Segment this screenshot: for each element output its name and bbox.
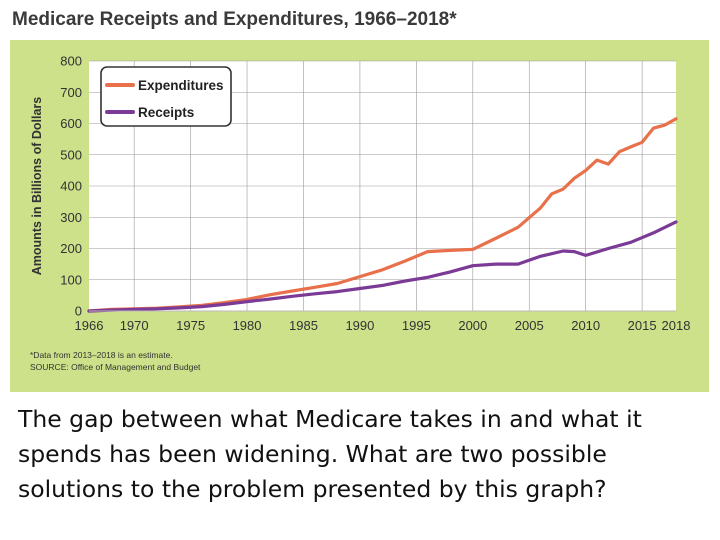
x-tick-labels <box>75 318 691 333</box>
legend <box>101 67 231 126</box>
x-tick-label: 1966 <box>74 318 104 333</box>
question-text: The gap between what Medicare takes in and what it spends has been widening. What are two possible solutions to the problem presented by this graph? <box>18 405 642 503</box>
x-tick-label: 2018 <box>661 318 691 333</box>
y-tick-label: 400 <box>60 178 82 194</box>
y-tick-label: 800 <box>60 53 82 69</box>
x-tick-label: 1985 <box>289 318 318 333</box>
y-tick-label: 500 <box>60 147 82 163</box>
legend-label: Expenditures <box>138 78 224 93</box>
x-tick-label: 2010 <box>571 318 601 333</box>
x-tick-label: 1990 <box>345 318 375 333</box>
y-tick-label: 0 <box>74 303 82 319</box>
x-tick-label: 1980 <box>232 318 262 333</box>
y-axis-label: Amounts in Billions of Dollars <box>30 96 44 276</box>
chart-title: Medicare Receipts and Expenditures, 1966–2018* <box>12 9 457 30</box>
footnote-source: SOURCE: Office of Management and Budget <box>30 362 201 372</box>
x-tick-label: 1995 <box>401 318 431 333</box>
y-tick-label: 600 <box>60 116 82 131</box>
footnote-estimate: *Data from 2013–2018 is an estimate. <box>30 350 173 360</box>
x-tick-label: 1975 <box>176 318 206 333</box>
x-tick-label: 2000 <box>458 318 488 333</box>
legend-label: Receipts <box>138 105 195 120</box>
y-tick-labels <box>60 54 82 319</box>
x-tick-label: 2005 <box>514 318 544 333</box>
y-tick-label: 300 <box>60 209 82 225</box>
y-tick-label: 200 <box>60 241 82 256</box>
x-tick-label: 2015 <box>627 318 657 333</box>
y-tick-label: 700 <box>60 84 82 100</box>
x-tick-label: 1970 <box>119 318 149 333</box>
y-tick-label: 100 <box>60 272 82 288</box>
